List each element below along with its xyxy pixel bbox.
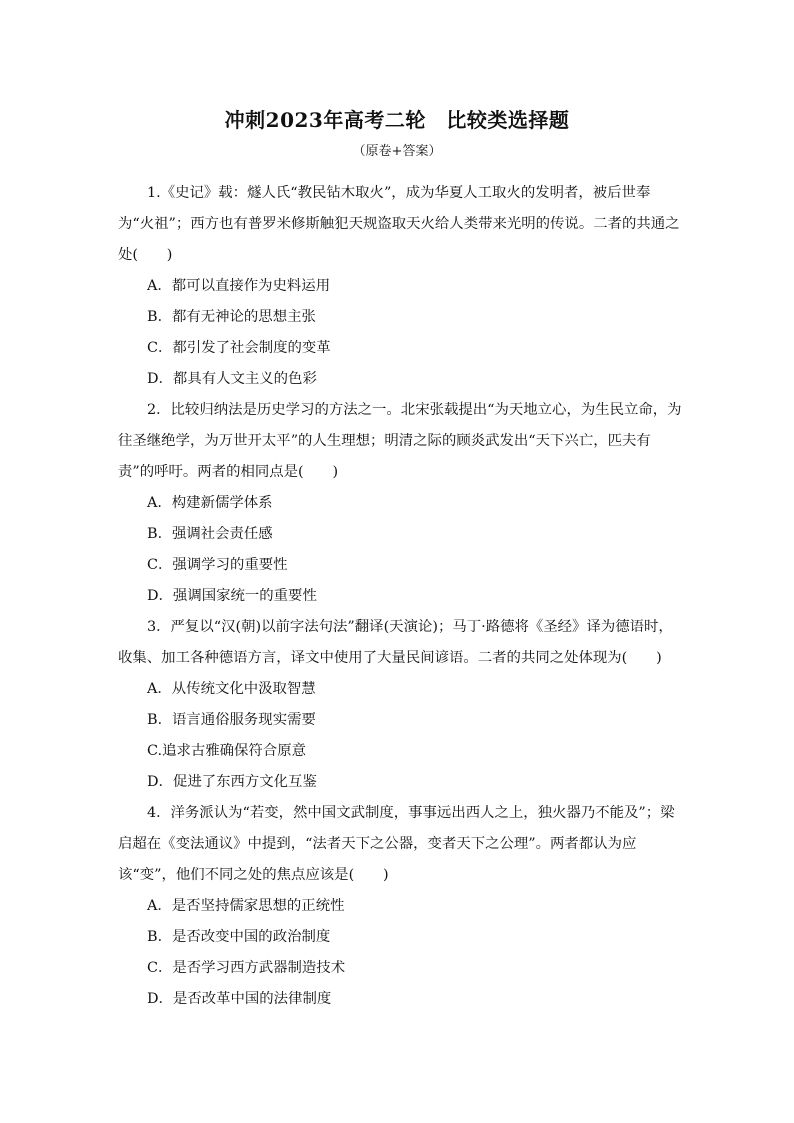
- option-d: D．都具有人文主义的色彩: [147, 371, 317, 387]
- document-title: 冲刺2023年高考二轮 比较类选择题: [224, 108, 570, 132]
- option-b: B．语言通俗服务现实需要: [147, 712, 316, 728]
- option-list: [118, 271, 683, 395]
- question-3: [118, 612, 683, 798]
- option-c: C.追求古雅确保符合原意: [147, 743, 306, 759]
- question-stem: 2．比较归纳法是历史学习的方法之一。北宋张载提出“为天地立心，为生民立命，为往圣继绝学，为万世开太平”的人生理想；明清之际的顾炎武发出“天下兴亡，匹夫有责”的呼吁。两者的相同点是( ): [118, 402, 682, 480]
- option-b: B．是否改变中国的政治制度: [147, 929, 331, 945]
- option-d: D．是否改革中国的法律制度: [147, 991, 332, 1007]
- option-a: A．从传统文化中汲取智慧: [147, 681, 316, 697]
- option-a: A．是否坚持儒家思想的正统性: [147, 898, 345, 914]
- option-c: C．是否学习西方武器制造技术: [147, 960, 346, 976]
- question-stem: 1.《史记》载：燧人氏“教民钻木取火”，成为华夏人工取火的发明者，被后世奉为“火祖”；西方也有普罗米修斯触犯天规盗取天火给人类带来光明的传说。二者的共通之处( ): [118, 185, 680, 263]
- option-c: C．强调学习的重要性: [147, 557, 288, 573]
- document-subtitle: （原卷+答案）: [352, 144, 442, 159]
- option-c: C．都引发了社会制度的变革: [147, 340, 331, 356]
- option-a: A．构建新儒学体系: [147, 495, 273, 511]
- question-stem: 3．严复以“汉(朝)以前字法句法”翻译(天演论)；马丁·路德将《圣经》译为德语时，收集、加工各种德语方言，译文中使用了大量民间谚语。二者的共同之处体现为( ): [118, 619, 673, 666]
- option-d: D．促进了东西方文化互鉴: [147, 774, 317, 790]
- option-list: [118, 674, 683, 798]
- option-b: B．都有无神论的思想主张: [147, 309, 316, 325]
- question-stem: 4．洋务派认为“若变，然中国文武制度，事事远出西人之上，独火器乃不能及”；梁启超在《变法通议》中提到，“法者天下之公器，变者天下之公理”。两者都认为应该“变”，他们不同之处的焦点应该是( ): [118, 805, 675, 883]
- question-list: [118, 178, 683, 1015]
- option-list: [118, 488, 683, 612]
- option-d: D．强调国家统一的重要性: [147, 588, 317, 604]
- question-1: [118, 178, 683, 395]
- question-4: [118, 798, 683, 1015]
- option-a: A．都可以直接作为史料运用: [147, 278, 331, 294]
- option-list: [118, 891, 683, 1015]
- question-2: [118, 395, 683, 612]
- option-b: B．强调社会责任感: [147, 526, 273, 542]
